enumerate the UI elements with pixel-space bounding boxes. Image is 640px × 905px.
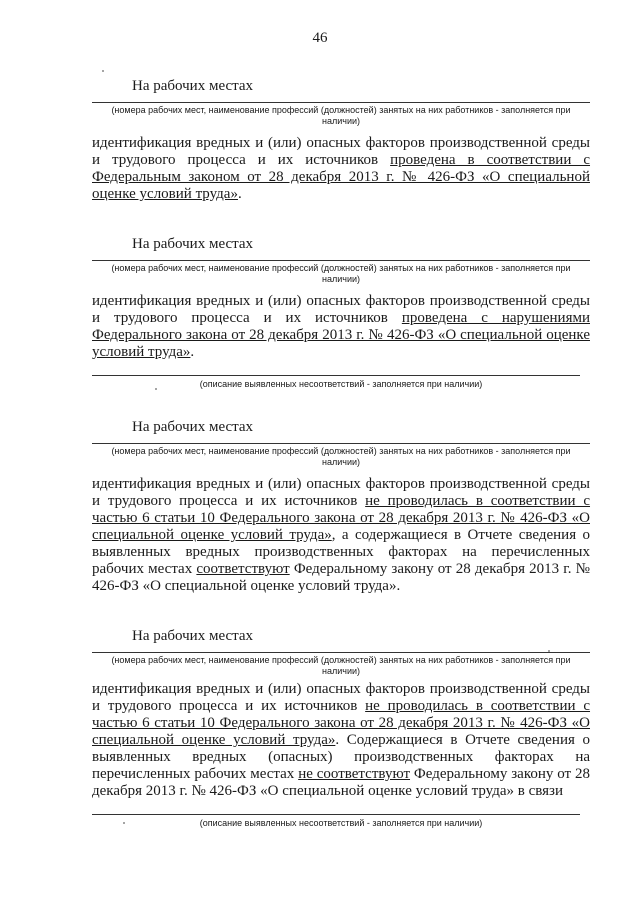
section-paragraph [92,476,590,595]
section-heading: На рабочих местах [132,236,254,252]
paragraph-tail: Федеральному закону от 28 декабря 2013 г. № 426-ФЗ «О специальной оценке условий труда» в связи [92,766,590,799]
paragraph-lead: идентификация вредных и (или) опасных факторов производственной среды и трудового процесса и их источников [92,476,590,509]
workplace-fill-line [92,437,590,444]
section-1 [92,76,590,203]
section-4 [92,626,590,828]
section-3 [92,417,590,595]
workplace-fill-line [92,96,590,103]
section-paragraph [92,681,590,800]
paragraph-tail: Федеральному закону от 28 декабря 2013 г. № 426-ФЗ «О специальной оценке условий труда». [92,561,590,594]
section-paragraph [92,135,590,203]
scan-speck [123,822,125,824]
description-caption: (описание выявленных несоответствий - заполняется при наличии) [199,818,483,828]
paragraph-underlined: проведена с нарушениями Федерального закона от 28 декабря 2013 г. № 426-ФЗ «О специальной оценке условий труда» [92,310,590,360]
scan-speck [155,388,157,390]
workplace-caption: (номера рабочих мест, наименование профессий (должностей) занятых на них работников - заполняется при наличии) [111,263,571,284]
scan-speck [102,70,104,72]
paragraph-underlined: не проводилась в соответствии с частью 6 статьи 10 Федерального закона от 28 декабря 2013 г. № 426-ФЗ «О специальной оценке условий труда» [92,698,591,748]
description-caption: (описание выявленных несоответствий - заполняется при наличии) [199,379,483,389]
paragraph-tail: . [237,186,242,202]
paragraph-lead: идентификация вредных и (или) опасных факторов производственной среды и трудового процесса и их источников [92,293,590,326]
paragraph-underlined-2: не соответствуют [298,766,411,782]
section-heading: На рабочих местах [132,628,254,644]
paragraph-lead: идентификация вредных и (или) опасных факторов производственной среды и трудового процесса и их источников [92,681,590,714]
paragraph-underlined-2: соответствуют [196,561,290,577]
workplace-fill-line [92,254,590,261]
description-fill-line [92,365,580,376]
section-heading: На рабочих местах [132,78,254,94]
paragraph-underlined: не проводилась в соответствии с частью 6 статьи 10 Федерального закона от 28 декабря 2013 г. № 426-ФЗ «О специальной оценке условий труда» [92,493,591,543]
description-fill-line [92,804,580,815]
paragraph-tail: . [190,344,195,360]
section-heading: На рабочих местах [132,419,254,435]
workplace-caption: (номера рабочих мест, наименование профессий (должностей) занятых на них работников - заполняется при наличии) [111,655,571,676]
page-number: 46 [312,30,328,46]
paragraph-mid: . Содержащиеся в Отчете сведения о выявленных вредных (опасных) производственных факторах на перечисленных рабочих местах [92,732,590,782]
section-paragraph [92,293,590,361]
paragraph-underlined: проведена в соответствии с Федеральным законом от 28 декабря 2013 г. № 426-ФЗ «О специальной оценке условий труда» [92,152,591,202]
workplace-fill-line [92,646,590,653]
paragraph-lead: идентификация вредных и (или) опасных факторов производственной среды и трудового процесса и их источников [92,135,590,168]
workplace-caption: (номера рабочих мест, наименование профессий (должностей) занятых на них работников - заполняется при наличии) [111,105,571,126]
workplace-caption: (номера рабочих мест, наименование профессий (должностей) занятых на них работников - заполняется при наличии) [111,446,571,467]
scan-speck [548,650,550,652]
section-2 [92,234,590,389]
paragraph-mid: , а содержащиеся в Отчете сведения о выявленных вредных производственных факторах на перечисленных рабочих местах [92,527,590,577]
